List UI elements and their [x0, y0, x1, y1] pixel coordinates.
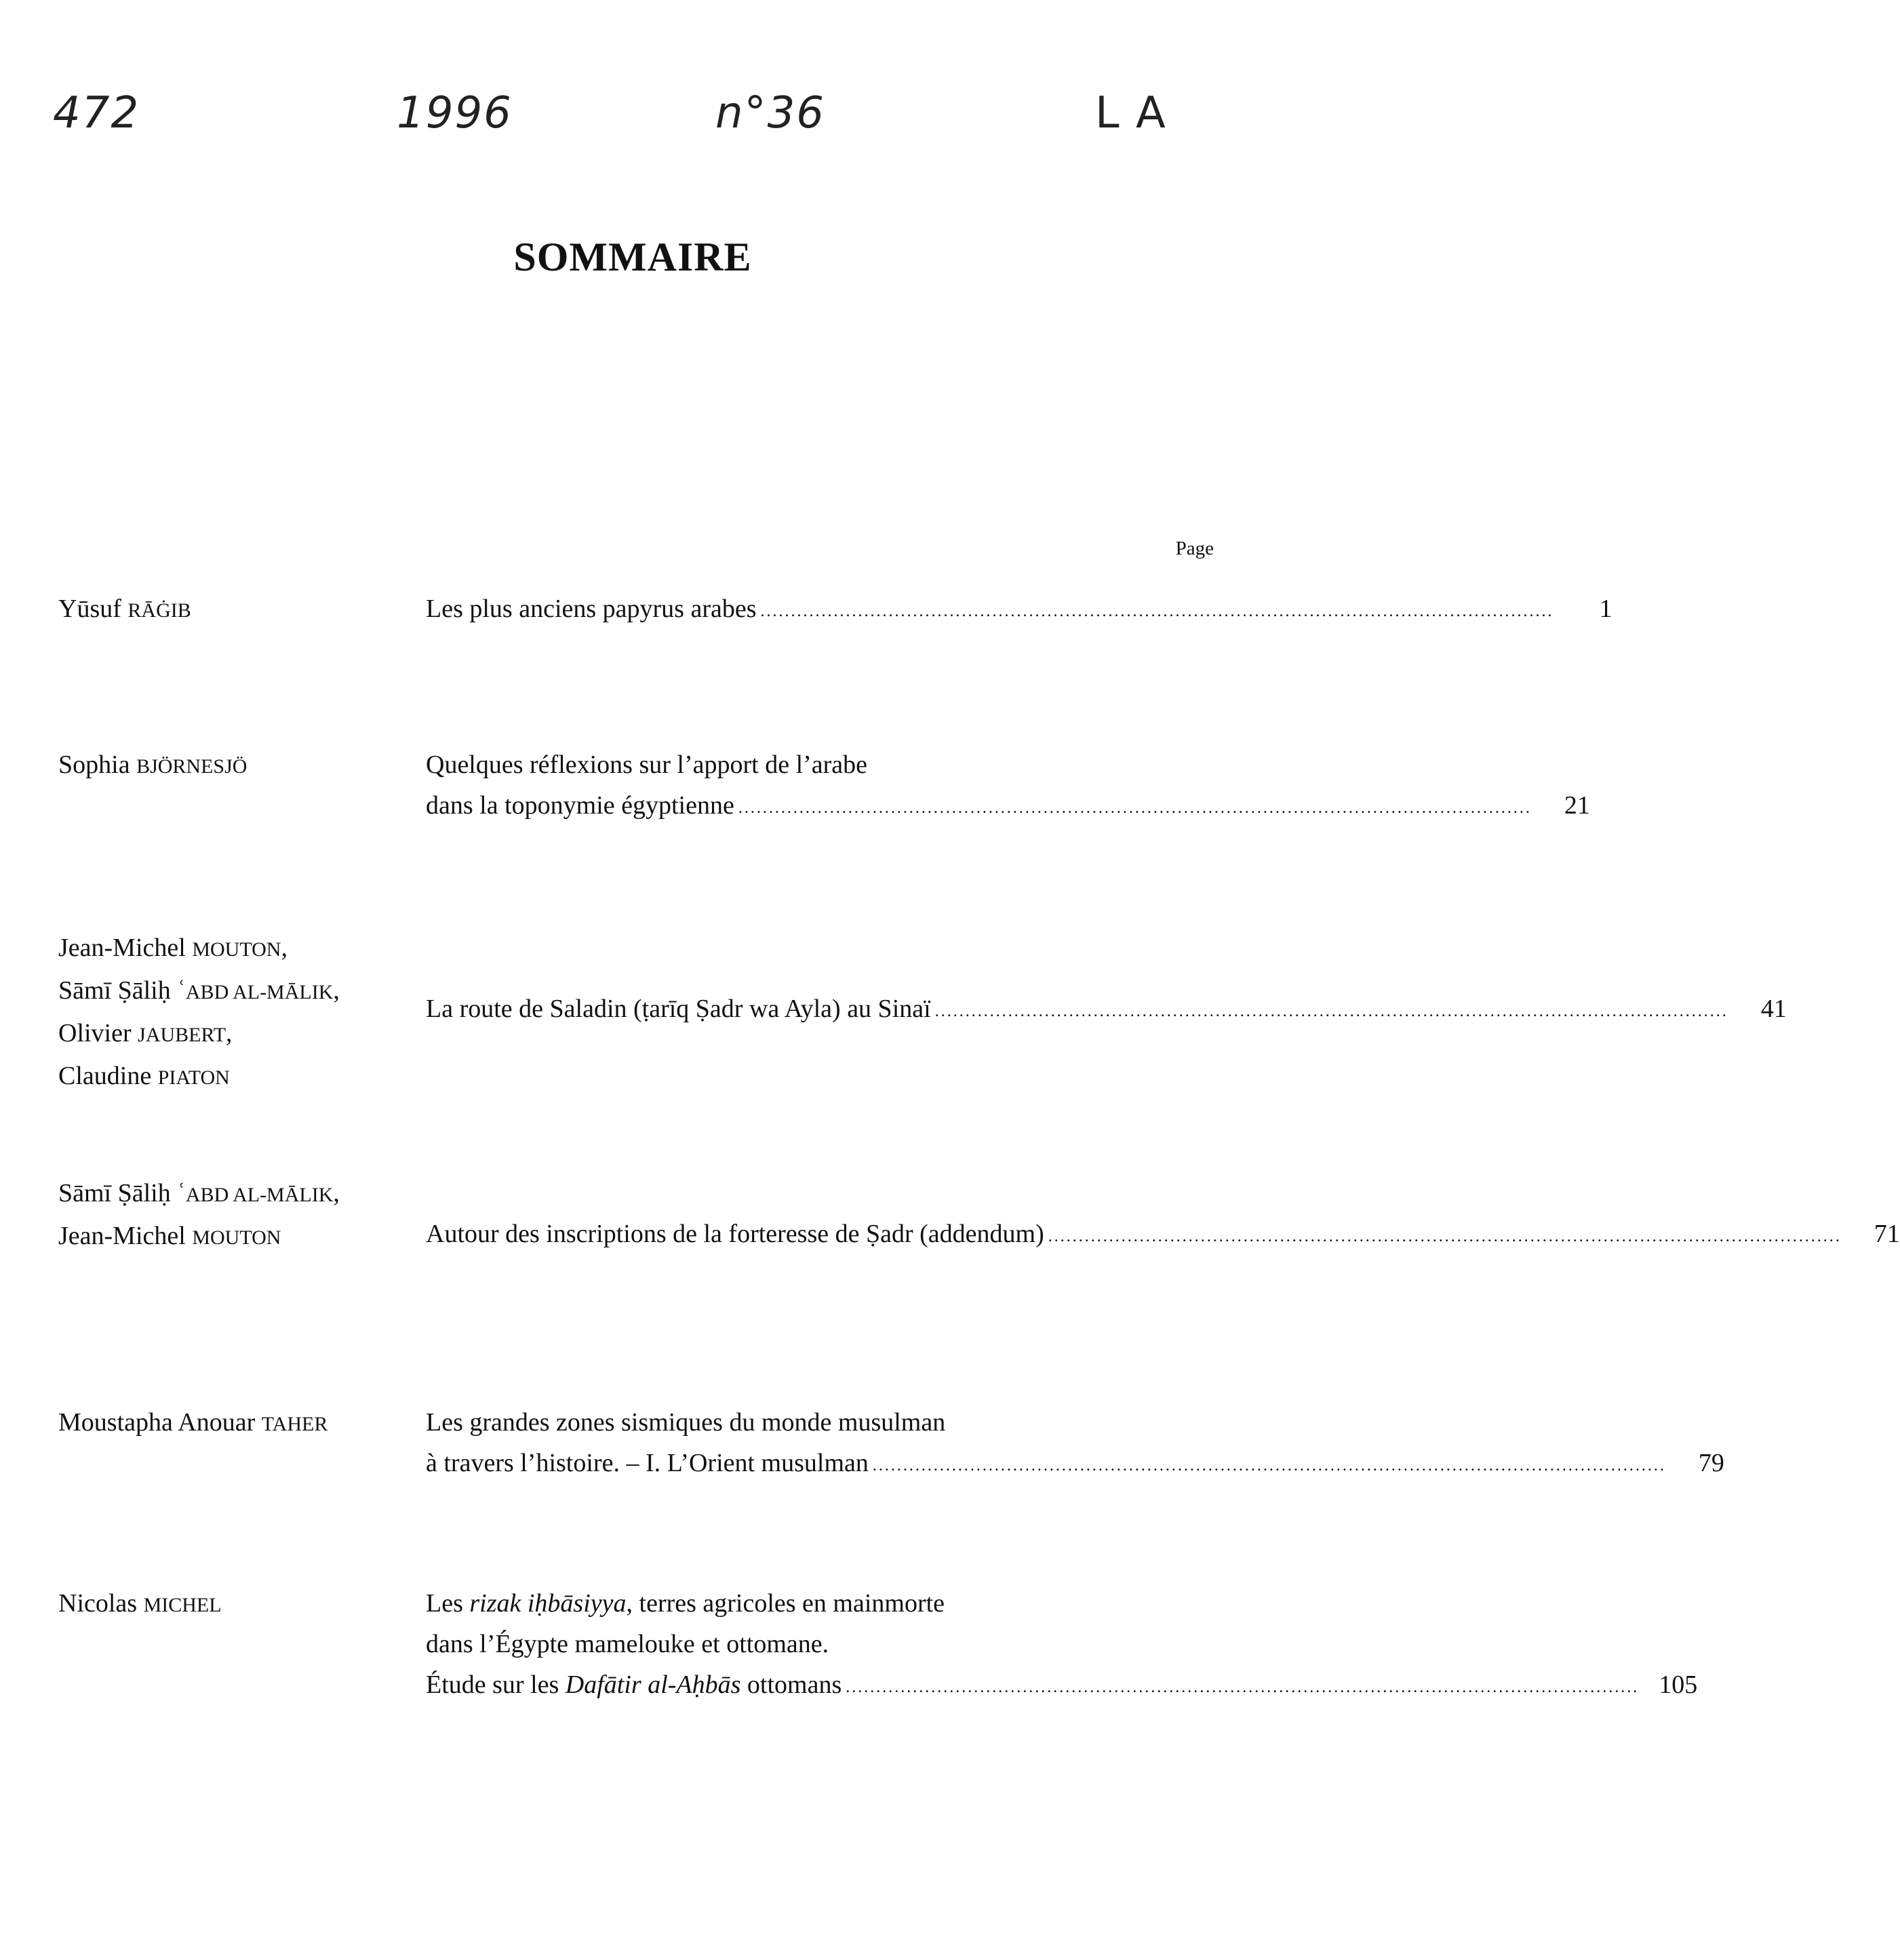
- title-line: Les grandes zones sismiques du monde musulman: [426, 1408, 946, 1437]
- dot-leader: ..................................................................................................................................: [1048, 1228, 1842, 1245]
- author-name: Nicolas MICHEL: [58, 1589, 222, 1618]
- author-name: Olivier JAUBERT,: [58, 1019, 233, 1047]
- dot-leader: ..................................................................................................................................: [934, 1003, 1728, 1020]
- page-column-header: Page: [1175, 538, 1214, 559]
- page-title: SOMMAIRE: [513, 235, 752, 279]
- dot-leader: ..................................................................................................................................: [738, 799, 1532, 817]
- page-number: 41: [1760, 995, 1787, 1023]
- title-line: La route de Saladin (ṭarīq Ṣadr wa Ayla) au Sinaï: [426, 995, 931, 1023]
- title-line: Les rizak iḥbāsiyya, terres agricoles en mainmorte: [426, 1589, 945, 1618]
- entry-title: [426, 744, 1590, 826]
- title-line: à travers l’histoire. – I. L’Orient musulman: [426, 1449, 869, 1477]
- dot-leader: ..................................................................................................................................: [846, 1679, 1640, 1696]
- entry-title: [426, 1402, 1724, 1483]
- title-line: Étude sur les Dafātir al-Aḥbās ottomans: [426, 1671, 842, 1699]
- entry-authors: [58, 588, 424, 631]
- entry-authors: [58, 1173, 424, 1258]
- title-line: dans la toponymie égyptienne: [426, 791, 734, 820]
- page-number: 105: [1659, 1671, 1698, 1699]
- dot-leader: ..................................................................................................................................: [760, 603, 1554, 620]
- title-line: Autour des inscriptions de la forteresse de Ṣadr (addendum): [426, 1220, 1044, 1248]
- page-number: 21: [1564, 791, 1590, 820]
- handwritten-number: n°36: [715, 88, 825, 138]
- entry-authors: [58, 927, 424, 1098]
- author-name: Claudine PIATON: [58, 1062, 230, 1090]
- entry-title: [426, 1214, 1900, 1254]
- entry-authors: [58, 1583, 424, 1626]
- handwritten-year: 1996: [397, 88, 513, 138]
- handwritten-code: 472: [53, 88, 140, 138]
- title-line: Quelques réflexions sur l’apport de l’arabe: [426, 751, 868, 779]
- entry-authors: [58, 1402, 424, 1445]
- author-name: Sāmī Ṣāliḥ ʿABD AL-MĀLIK,: [58, 976, 340, 1005]
- author-name: Sāmī Ṣāliḥ ʿABD AL-MĀLIK,: [58, 1179, 340, 1207]
- page-number: 79: [1698, 1449, 1724, 1477]
- author-name: Yūsuf RĀĠIB: [58, 595, 191, 623]
- entry-title: [426, 1583, 1698, 1705]
- title-line: dans l’Égypte mamelouke et ottomane.: [426, 1630, 829, 1658]
- page-number: 1: [1599, 595, 1612, 623]
- handwritten-tag: L A: [1095, 88, 1167, 138]
- author-name: Jean-Michel MOUTON,: [58, 934, 288, 962]
- title-line: Les plus anciens papyrus arabes: [426, 595, 757, 623]
- author-name: Moustapha Anouar TAHER: [58, 1408, 328, 1437]
- page-number: 71: [1874, 1220, 1900, 1248]
- dot-leader: ..................................................................................................................................: [872, 1457, 1666, 1475]
- entry-title: [426, 988, 1787, 1029]
- author-name: Jean-Michel MOUTON: [58, 1222, 281, 1250]
- author-name: Sophia BJÖRNESJÖ: [58, 751, 248, 779]
- entry-authors: [58, 744, 424, 787]
- entry-title: [426, 588, 1612, 629]
